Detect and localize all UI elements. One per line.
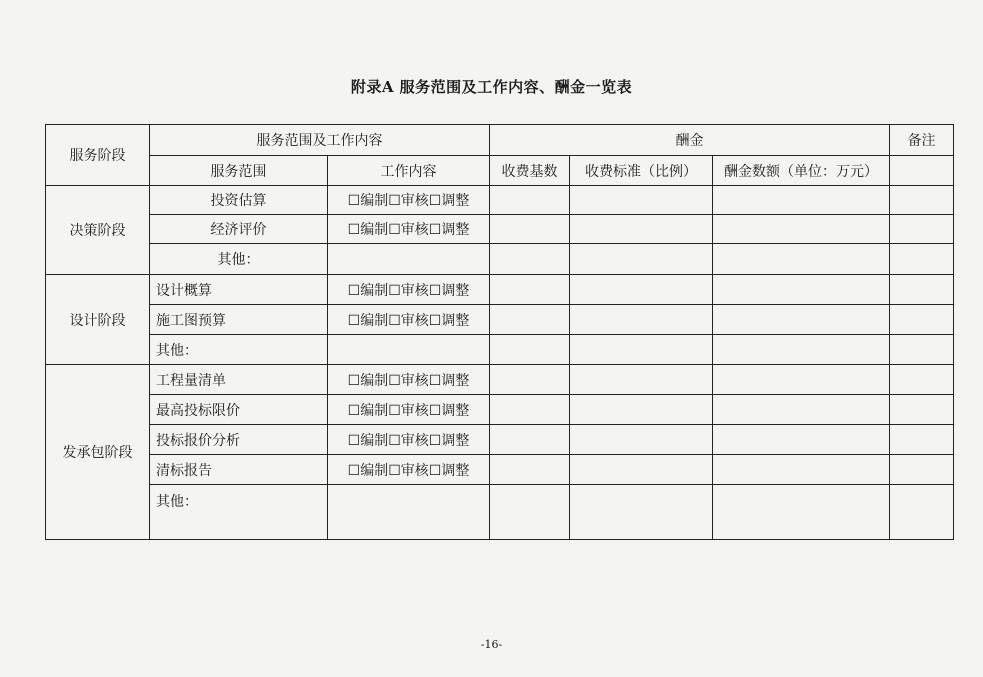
header-remark: 备注 xyxy=(890,125,954,156)
fee-amount-cell xyxy=(713,275,890,305)
fee-standard-cell xyxy=(570,425,713,455)
work-cell: ☐编制☐审核☐调整 xyxy=(328,305,490,335)
work-cell: ☐编制☐审核☐调整 xyxy=(328,425,490,455)
stage-cell: 决策阶段 xyxy=(46,186,150,275)
header-scope: 服务范围 xyxy=(150,156,328,186)
fee-base-cell xyxy=(490,455,570,485)
scope-cell: 投标报价分析 xyxy=(150,425,328,455)
table-row xyxy=(46,365,954,395)
work-cell: ☐编制☐审核☐调整 xyxy=(328,215,490,244)
fee-amount-cell xyxy=(713,455,890,485)
header-work: 工作内容 xyxy=(328,156,490,186)
fee-standard-cell xyxy=(570,275,713,305)
fee-standard-cell xyxy=(570,186,713,215)
fee-base-cell xyxy=(490,485,570,540)
table-row xyxy=(46,186,954,215)
work-cell xyxy=(328,335,490,365)
remark-cell xyxy=(890,275,954,305)
page-number: -16- xyxy=(480,638,503,651)
remark-cell xyxy=(890,365,954,395)
scope-cell: 工程量清单 xyxy=(150,365,328,395)
header-row-2 xyxy=(46,156,954,186)
fee-base-cell xyxy=(490,365,570,395)
fee-standard-cell xyxy=(570,395,713,425)
fee-base-cell xyxy=(490,244,570,275)
header-scope-and-work: 服务范围及工作内容 xyxy=(150,125,490,156)
fee-standard-cell xyxy=(570,365,713,395)
scope-cell: 清标报告 xyxy=(150,455,328,485)
fee-standard-cell xyxy=(570,455,713,485)
table-row xyxy=(46,335,954,365)
scope-cell: 设计概算 xyxy=(150,275,328,305)
fee-amount-cell xyxy=(713,485,890,540)
fee-amount-cell xyxy=(713,395,890,425)
header-fee: 酬金 xyxy=(490,125,890,156)
header-remark-empty xyxy=(890,156,954,186)
table-row xyxy=(46,455,954,485)
table-row xyxy=(46,425,954,455)
remark-cell xyxy=(890,395,954,425)
fee-standard-cell xyxy=(570,244,713,275)
header-fee-standard: 收费标准（比例） xyxy=(570,156,713,186)
work-cell: ☐编制☐审核☐调整 xyxy=(328,395,490,425)
page-title: 附录A 服务范围及工作内容、酬金一览表 xyxy=(350,78,633,96)
fee-base-cell xyxy=(490,305,570,335)
fee-amount-cell xyxy=(713,305,890,335)
fee-base-cell xyxy=(490,395,570,425)
header-row-1 xyxy=(46,125,954,156)
fee-amount-cell xyxy=(713,244,890,275)
stage-cell: 发承包阶段 xyxy=(46,365,150,540)
table-row xyxy=(46,395,954,425)
work-cell: ☐编制☐审核☐调整 xyxy=(328,275,490,305)
fee-base-cell xyxy=(490,425,570,455)
scope-cell: 投资估算 xyxy=(150,186,328,215)
fee-base-cell xyxy=(490,275,570,305)
fee-amount-cell xyxy=(713,215,890,244)
work-cell xyxy=(328,244,490,275)
fee-base-cell xyxy=(490,215,570,244)
table-row xyxy=(46,244,954,275)
table-row xyxy=(46,275,954,305)
fee-amount-cell xyxy=(713,186,890,215)
work-cell: ☐编制☐审核☐调整 xyxy=(328,365,490,395)
fee-amount-cell xyxy=(713,365,890,395)
table-row xyxy=(46,215,954,244)
remark-cell xyxy=(890,335,954,365)
service-fee-table xyxy=(45,124,954,540)
fee-amount-cell xyxy=(713,335,890,365)
scope-cell: 其他： xyxy=(150,335,328,365)
scope-cell: 其他： xyxy=(150,244,328,275)
header-fee-base: 收费基数 xyxy=(490,156,570,186)
scope-cell: 其他： xyxy=(150,485,328,540)
remark-cell xyxy=(890,186,954,215)
remark-cell xyxy=(890,244,954,275)
stage-cell: 设计阶段 xyxy=(46,275,150,365)
fee-standard-cell xyxy=(570,485,713,540)
fee-base-cell xyxy=(490,186,570,215)
fee-amount-cell xyxy=(713,425,890,455)
table-row xyxy=(46,485,954,540)
table-row xyxy=(46,305,954,335)
remark-cell xyxy=(890,455,954,485)
remark-cell xyxy=(890,215,954,244)
work-cell xyxy=(328,485,490,540)
work-cell: ☐编制☐审核☐调整 xyxy=(328,455,490,485)
fee-standard-cell xyxy=(570,305,713,335)
scope-cell: 经济评价 xyxy=(150,215,328,244)
header-stage: 服务阶段 xyxy=(46,125,150,186)
fee-base-cell xyxy=(490,335,570,365)
remark-cell xyxy=(890,485,954,540)
work-cell: ☐编制☐审核☐调整 xyxy=(328,186,490,215)
remark-cell xyxy=(890,425,954,455)
scope-cell: 最高投标限价 xyxy=(150,395,328,425)
remark-cell xyxy=(890,305,954,335)
fee-standard-cell xyxy=(570,215,713,244)
header-fee-amount: 酬金数额（单位：万元） xyxy=(713,156,890,186)
scope-cell: 施工图预算 xyxy=(150,305,328,335)
fee-standard-cell xyxy=(570,335,713,365)
